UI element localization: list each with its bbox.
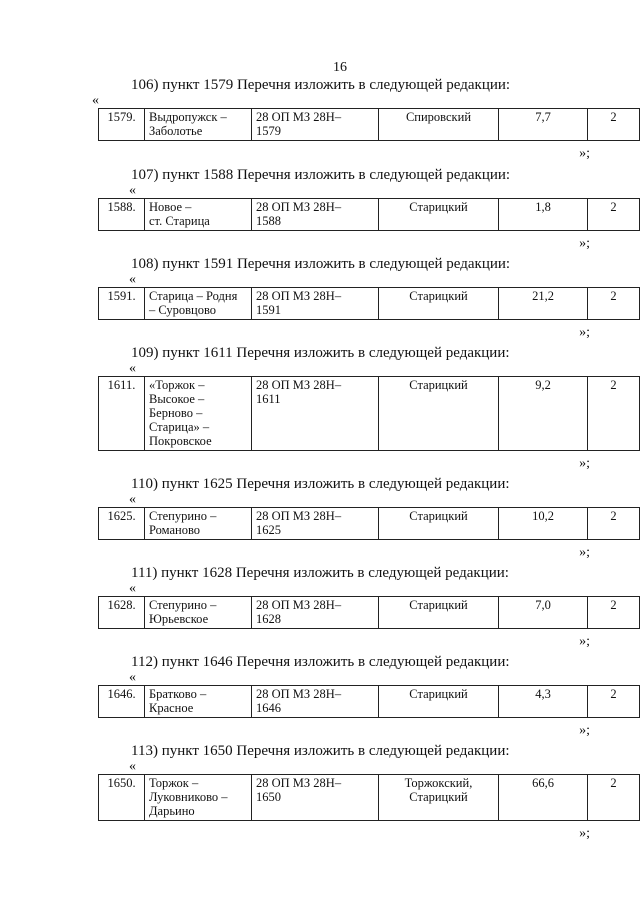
category-cell: 2 bbox=[588, 288, 640, 320]
road-code-cell: 28 ОП МЗ 28Н– 1625 bbox=[252, 508, 379, 540]
row-number-cell: 1579. bbox=[99, 109, 145, 141]
road-table bbox=[98, 108, 640, 141]
amendment-item bbox=[0, 564, 640, 649]
table-row bbox=[99, 597, 640, 629]
amendment-item bbox=[0, 742, 640, 841]
row-number-cell: 1646. bbox=[99, 686, 145, 718]
length-cell: 21,2 bbox=[499, 288, 588, 320]
road-name-cell: Степурино – Романово bbox=[145, 508, 252, 540]
district-cell: Старицкий bbox=[379, 377, 499, 451]
district-cell: Спировский bbox=[379, 109, 499, 141]
road-code-cell: 28 ОП МЗ 28Н– 1588 bbox=[252, 199, 379, 231]
closing-quote: »; bbox=[579, 236, 590, 251]
category-cell: 2 bbox=[588, 686, 640, 718]
page-number: 16 bbox=[333, 60, 347, 75]
road-code-cell: 28 ОП МЗ 28Н– 1579 bbox=[252, 109, 379, 141]
district-cell: Старицкий bbox=[379, 597, 499, 629]
row-number-cell: 1611. bbox=[99, 377, 145, 451]
opening-quote: « bbox=[129, 361, 136, 376]
road-code-cell: 28 ОП МЗ 28Н– 1611 bbox=[252, 377, 379, 451]
amendment-heading: 108) пункт 1591 Перечня изложить в следующей редакции: bbox=[131, 256, 511, 272]
table-row bbox=[99, 199, 640, 231]
road-name-cell: Новое – ст. Старица bbox=[145, 199, 252, 231]
table-row bbox=[99, 109, 640, 141]
district-cell: Старицкий bbox=[379, 686, 499, 718]
opening-quote: « bbox=[129, 759, 136, 774]
closing-quote: »; bbox=[579, 723, 590, 738]
opening-quote: « bbox=[129, 272, 136, 287]
road-name-cell: «Торжок – Высокое – Берново – Старица» – Покровское bbox=[145, 377, 252, 451]
closing-quote: »; bbox=[579, 634, 590, 649]
table-row bbox=[99, 508, 640, 540]
length-cell: 7,0 bbox=[499, 597, 588, 629]
opening-quote: « bbox=[129, 581, 136, 596]
road-code-cell: 28 ОП МЗ 28Н– 1628 bbox=[252, 597, 379, 629]
amendment-item bbox=[0, 166, 640, 251]
road-table bbox=[98, 198, 640, 231]
road-code-cell: 28 ОП МЗ 28Н– 1646 bbox=[252, 686, 379, 718]
closing-quote: »; bbox=[579, 456, 590, 471]
closing-quote: »; bbox=[579, 325, 590, 340]
amendment-heading: 107) пункт 1588 Перечня изложить в следующей редакции: bbox=[131, 167, 511, 183]
road-name-cell: Торжок – Луковниково – Дарьино bbox=[145, 775, 252, 821]
length-cell: 9,2 bbox=[499, 377, 588, 451]
amendment-heading: 112) пункт 1646 Перечня изложить в следующей редакции: bbox=[131, 654, 510, 670]
road-name-cell: Выдропужск – Заболотье bbox=[145, 109, 252, 141]
table-row bbox=[99, 686, 640, 718]
row-number-cell: 1625. bbox=[99, 508, 145, 540]
road-name-cell: Старица – Родня – Суровцово bbox=[145, 288, 252, 320]
amendment-item bbox=[0, 255, 640, 340]
road-code-cell: 28 ОП МЗ 28Н– 1650 bbox=[252, 775, 379, 821]
road-table bbox=[98, 287, 640, 320]
category-cell: 2 bbox=[588, 199, 640, 231]
amendment-item bbox=[0, 76, 640, 161]
row-number-cell: 1591. bbox=[99, 288, 145, 320]
amendment-item bbox=[0, 653, 640, 738]
road-table bbox=[98, 685, 640, 718]
road-code-cell: 28 ОП МЗ 28Н– 1591 bbox=[252, 288, 379, 320]
length-cell: 7,7 bbox=[499, 109, 588, 141]
road-table bbox=[98, 774, 640, 821]
row-number-cell: 1628. bbox=[99, 597, 145, 629]
amendment-heading: 109) пункт 1611 Перечня изложить в следующей редакции: bbox=[131, 345, 510, 361]
road-table bbox=[98, 507, 640, 540]
opening-quote: « bbox=[92, 93, 99, 108]
table-row bbox=[99, 288, 640, 320]
closing-quote: »; bbox=[579, 146, 590, 161]
road-table bbox=[98, 596, 640, 629]
amendment-list bbox=[0, 76, 640, 841]
amendment-heading: 106) пункт 1579 Перечня изложить в следующей редакции: bbox=[131, 77, 511, 93]
district-cell: Старицкий bbox=[379, 508, 499, 540]
road-name-cell: Братково – Красное bbox=[145, 686, 252, 718]
length-cell: 10,2 bbox=[499, 508, 588, 540]
amendment-heading: 113) пункт 1650 Перечня изложить в следующей редакции: bbox=[131, 743, 510, 759]
opening-quote: « bbox=[129, 492, 136, 507]
category-cell: 2 bbox=[588, 775, 640, 821]
district-cell: Старицкий bbox=[379, 288, 499, 320]
road-table bbox=[98, 376, 640, 451]
category-cell: 2 bbox=[588, 109, 640, 141]
row-number-cell: 1588. bbox=[99, 199, 145, 231]
amendment-heading: 111) пункт 1628 Перечня изложить в следующей редакции: bbox=[131, 565, 509, 581]
table-row bbox=[99, 377, 640, 451]
amendment-item bbox=[0, 344, 640, 471]
district-cell: Торжокский, Старицкий bbox=[379, 775, 499, 821]
length-cell: 66,6 bbox=[499, 775, 588, 821]
length-cell: 1,8 bbox=[499, 199, 588, 231]
row-number-cell: 1650. bbox=[99, 775, 145, 821]
closing-quote: »; bbox=[579, 545, 590, 560]
district-cell: Старицкий bbox=[379, 199, 499, 231]
length-cell: 4,3 bbox=[499, 686, 588, 718]
opening-quote: « bbox=[129, 670, 136, 685]
amendment-heading: 110) пункт 1625 Перечня изложить в следующей редакции: bbox=[131, 476, 510, 492]
category-cell: 2 bbox=[588, 597, 640, 629]
opening-quote: « bbox=[129, 183, 136, 198]
closing-quote: »; bbox=[579, 826, 590, 841]
category-cell: 2 bbox=[588, 508, 640, 540]
amendment-item bbox=[0, 475, 640, 560]
road-name-cell: Степурино – Юрьевское bbox=[145, 597, 252, 629]
category-cell: 2 bbox=[588, 377, 640, 451]
table-row bbox=[99, 775, 640, 821]
